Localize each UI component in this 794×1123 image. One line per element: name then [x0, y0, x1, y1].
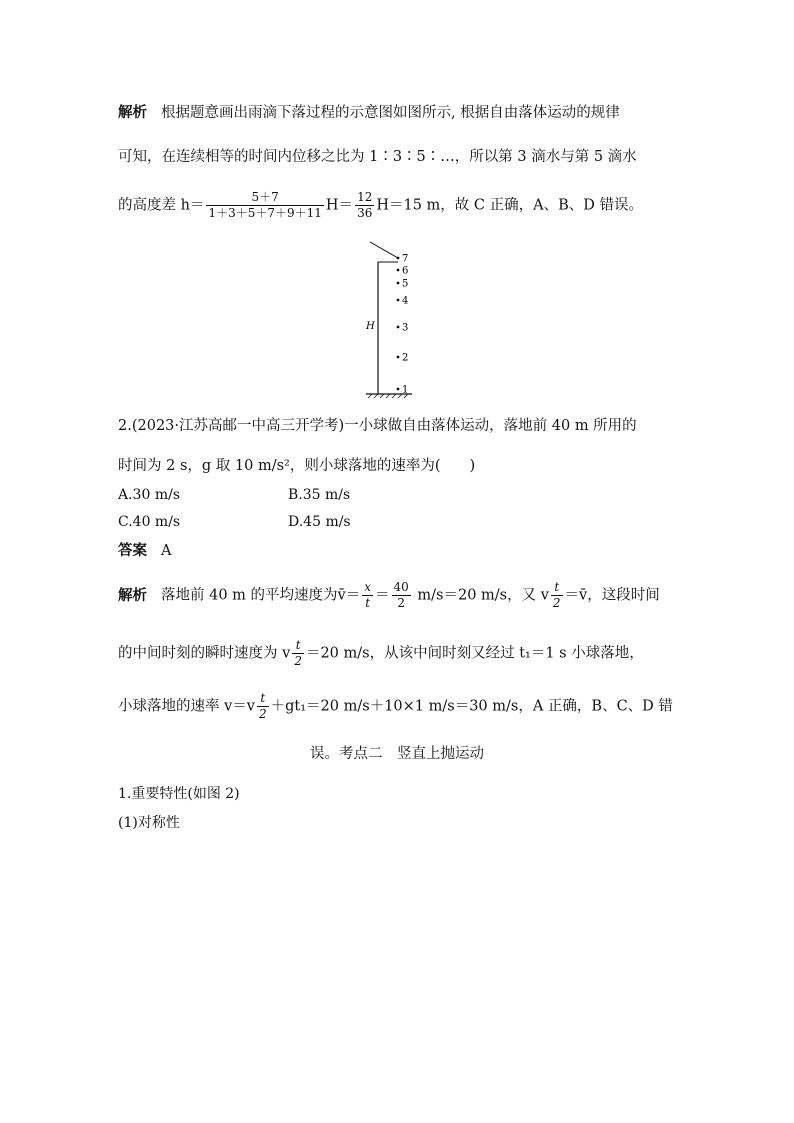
question2-line1: 2.(2023·江苏高邮一中高三开学考)一小球做自由落体运动，落地前 40 m 所用的	[118, 418, 637, 434]
analysis1-mid: H＝	[325, 197, 354, 214]
raindrop-label: 3	[402, 322, 409, 334]
option-b: B.35 m/s	[288, 487, 351, 503]
option-a: A.30 m/s	[118, 487, 181, 503]
analysis2-line3-suffix: ＋gt₁＝20 m/s＋10×1 m/s＝30 m/s，A 正确，B、C、D 错	[270, 698, 673, 715]
option-c: C.40 m/s	[118, 514, 181, 530]
fraction-denominator: 36	[357, 206, 373, 220]
answer-line	[118, 541, 171, 561]
fraction-numerator: 5＋7	[206, 190, 323, 206]
fraction-12-36	[355, 190, 374, 221]
analysis2-line1-mid: m/s＝20 m/s，又 v	[412, 587, 549, 604]
answer-value: A	[161, 543, 172, 559]
analysis1-line2: 可知，在连续相等的时间内位移之比为 1∶3∶5∶…，所以第 3 滴水与第 5 滴水	[118, 149, 637, 165]
fraction-denominator: 2	[552, 596, 561, 610]
raindrop-label: 2	[402, 352, 409, 364]
raindrop-label: 5	[402, 278, 409, 290]
fraction-numerator: t	[551, 580, 563, 596]
fraction-numerator: t	[257, 691, 269, 707]
section-heading: 1.重要特性(如图 2)	[118, 786, 240, 802]
roof-line	[370, 242, 398, 258]
analysis1-line3	[118, 190, 643, 221]
analysis2-label: 解析	[118, 587, 147, 604]
drops-group	[397, 254, 409, 396]
analysis2-line1	[118, 580, 660, 611]
question2-line2: 时间为 2 s，g 取 10 m/s²，则小球落地的速率为( )	[118, 458, 476, 474]
fraction-t-2	[257, 691, 269, 722]
raindrop-label: 7	[402, 253, 409, 265]
raindrop-label: 4	[402, 295, 409, 307]
answer-label: 答案	[118, 543, 147, 559]
fraction-t-2	[292, 638, 304, 669]
analysis2-line3-prefix: 小球落地的速率 v＝v	[118, 698, 255, 715]
raindrop-dot	[397, 388, 400, 391]
fraction-numerator: 40	[393, 580, 409, 594]
analysis1-label: 解析	[118, 105, 147, 121]
analysis2-line2	[118, 638, 644, 669]
height-label-H: H	[366, 321, 375, 332]
fraction-denominator: 2	[294, 654, 302, 668]
section-subheading: (1)对称性	[118, 815, 180, 831]
fraction-denominator: 1＋3＋5＋7＋9＋11	[208, 206, 322, 220]
raindrop-dot	[397, 299, 400, 302]
analysis1-text1: 根据题意画出雨滴下落过程的示意图如图所示, 根据自由落体运动的规律	[161, 105, 620, 121]
analysis2-line4: 误。考点二 竖直上抛运动	[310, 746, 484, 762]
fraction-denominator: 2	[259, 707, 267, 721]
analysis2-line2-suffix: ＝20 m/s，从该中间时刻又经过 t₁＝1 s 小球落地，	[305, 645, 644, 662]
analysis1-line3-prefix: 的高度差 h＝	[118, 197, 205, 214]
fraction-numerator: x	[364, 580, 371, 594]
fraction-denominator: t	[365, 596, 371, 610]
raindrop-dot	[397, 356, 400, 359]
raindrop-label: 6	[402, 265, 409, 277]
analysis2-line1-suffix: ＝v̄，这段时间	[564, 587, 660, 604]
fraction-x-t	[362, 580, 373, 611]
raindrop-label: 1	[402, 384, 409, 396]
raindrop-figure	[360, 240, 440, 400]
fraction-numerator: 12	[357, 190, 373, 204]
analysis1-line1	[118, 103, 620, 123]
fraction-t-2	[551, 580, 563, 611]
fraction-5-7	[206, 190, 323, 221]
fraction-denominator: 2	[397, 596, 405, 610]
fraction-40-2	[392, 580, 411, 611]
raindrop-dot	[397, 257, 400, 260]
raindrop-dot	[397, 282, 400, 285]
analysis2-line3	[118, 691, 673, 722]
option-d: D.45 m/s	[288, 514, 351, 530]
raindrop-dot	[397, 269, 400, 272]
analysis2-line1-prefix: 落地前 40 m 的平均速度为v̄＝	[161, 587, 361, 604]
raindrop-dot	[397, 326, 400, 329]
analysis2-line2-prefix: 的中间时刻的瞬时速度为 v	[118, 645, 291, 662]
analysis1-line3-suffix: H＝15 m，故 C 正确，A、B、D 错误。	[376, 197, 643, 214]
fraction-numerator: t	[292, 638, 304, 654]
equals-sign: ＝	[375, 587, 390, 604]
